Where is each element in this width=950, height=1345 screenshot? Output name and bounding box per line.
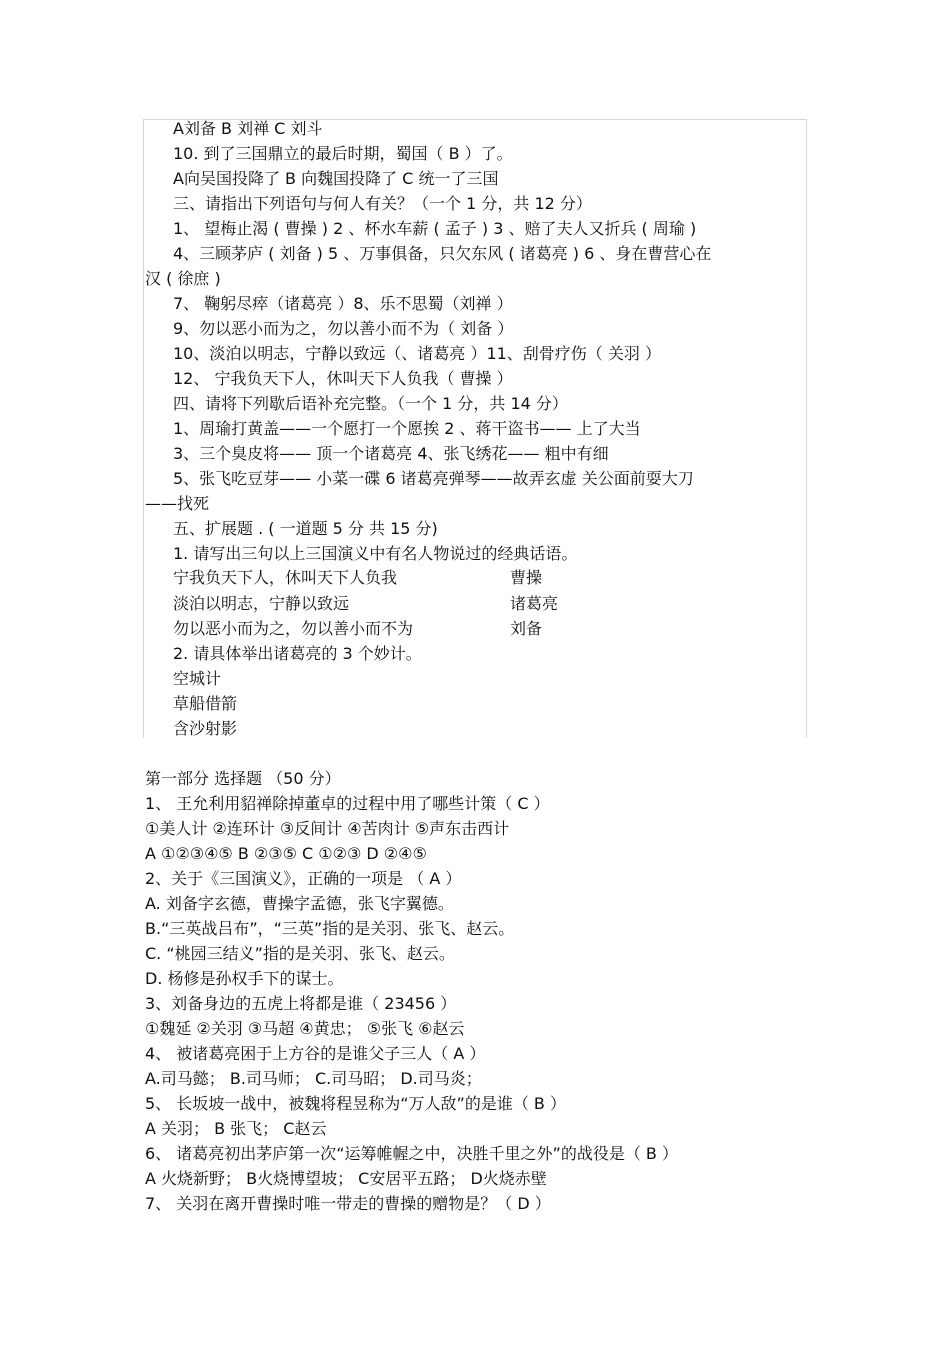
text-line: 1. 请写出三句以上三国演义中有名人物说过的经典话语。: [173, 544, 578, 563]
tactic-item: 草船借箭: [173, 694, 238, 713]
text-line: 10. 到了三国鼎立的最后时期，蜀国（ B ）了。: [173, 144, 513, 163]
section-heading: 五、扩展题 . ( 一道题 5 分 共 15 分): [173, 519, 438, 538]
question-line: 7、 关羽在离开曹操时唯一带走的曹操的赠物是？（ D ）: [145, 1194, 551, 1213]
text-line: 1、周瑜打黄盖——一个愿打一个愿挨 2 、蒋干盗书—— 上了大当: [173, 419, 641, 438]
text-line: 2. 请具体举出诸葛亮的 3 个妙计。: [173, 644, 422, 663]
text-line: 1、 望梅止渴 ( 曹操 ) 2 、杯水车薪 ( 孟子 ) 3 、赔了夫人又折兵 ( 周瑜 ): [173, 219, 697, 238]
text-line: 10、淡泊以明志，宁静以致远（、诸葛亮 ）11、刮骨疗伤（ 关羽 ）: [173, 344, 661, 363]
option-line: A ①②③④⑤ B ②③⑤ C ①②③ D ②④⑤: [145, 844, 427, 863]
question-line: 4、 被诸葛亮困于上方谷的是谁父子三人（ A ）: [145, 1044, 486, 1063]
option-line: B.“三英战吕布”，“三英”指的是关羽、张飞、赵云。: [145, 919, 515, 938]
tactic-item: 空城计: [173, 669, 222, 688]
question-line: 6、 诸葛亮初出茅庐第一次“运筹帷幄之中，决胜千里之外”的战役是（ B ）: [145, 1144, 678, 1163]
section-heading: 四、请将下列歇后语补充完整。（一个 1 分，共 14 分）: [173, 394, 568, 413]
question-line: 5、 长坂坡一战中，被魏将程昱称为“万人敌”的是谁（ B ）: [145, 1094, 566, 1113]
option-line: ①美人计 ②连环计 ③反间计 ④苦肉计 ⑤声东击西计: [145, 819, 510, 838]
text-line: 汉 ( 徐庶 ): [145, 269, 221, 288]
part-heading: 第一部分 选择题 （50 分）: [145, 769, 341, 788]
text-line: 12、 宁我负天下人，休叫天下人负我（ 曹操 ）: [173, 369, 513, 388]
option-line: A.司马懿； B.司马师； C.司马昭； D.司马炎；: [145, 1069, 482, 1088]
question-line: 2、关于《三国演义》，正确的一项是 （ A ）: [145, 869, 462, 888]
question-line: 1、 王允利用貂禅除掉董卓的过程中用了哪些计策（ C ）: [145, 794, 550, 813]
text-line: ——找死: [145, 494, 210, 513]
text-line: 3、三个臭皮将—— 顶一个诸葛亮 4、张飞绣花—— 粗中有细: [173, 444, 609, 463]
option-line: ①魏延 ②关羽 ③马超 ④黄忠； ⑤张飞 ⑥赵云: [145, 1019, 465, 1038]
section-heading: 三、请指出下列语句与何人有关？（一个 1 分，共 12 分）: [173, 194, 592, 213]
text-line: A向吴国投降了 B 向魏国投降了 C 统一了三国: [173, 169, 499, 188]
text-line: 4、三顾茅庐 ( 刘备 ) 5 、万事俱备，只欠东风 ( 诸葛亮 ) 6 、身在曹营心在: [173, 244, 712, 263]
text-line: 9、勿以恶小而为之，勿以善小而不为（ 刘备 ）: [173, 319, 514, 338]
tactic-item: 含沙射影: [173, 719, 238, 738]
option-line: A. 刘备字玄德，曹操字孟德，张飞字翼德。: [145, 894, 454, 913]
quote-text: 勿以恶小而为之，勿以善小而不为: [173, 619, 414, 638]
option-line: C. “桃园三结义”指的是关羽、张飞、赵云。: [145, 944, 455, 963]
text-line: A刘备 B 刘禅 C 刘斗: [173, 119, 323, 138]
option-line: D. 杨修是孙权手下的谋士。: [145, 969, 344, 988]
option-line: A 关羽； B 张飞； C赵云: [145, 1119, 327, 1138]
quote-text: 宁我负天下人，休叫天下人负我: [173, 568, 398, 587]
text-line: 7、 鞠躬尽瘁（诸葛亮 ）8、乐不思蜀（刘禅 ）: [173, 294, 513, 313]
quote-text: 淡泊以明志，宁静以致远: [173, 594, 350, 613]
text-line: 5、张飞吃豆芽—— 小菜一碟 6 诸葛亮弹琴——故弄玄虚 关公面前耍大刀: [173, 469, 694, 488]
question-line: 3、刘备身边的五虎上将都是谁（ 23456 ）: [145, 994, 457, 1013]
quote-person: 刘备: [510, 619, 543, 638]
quote-person: 诸葛亮: [510, 594, 559, 613]
option-line: A 火烧新野； B火烧博望坡； C安居平五路； D火烧赤壁: [145, 1169, 547, 1188]
quote-person: 曹操: [510, 568, 543, 587]
